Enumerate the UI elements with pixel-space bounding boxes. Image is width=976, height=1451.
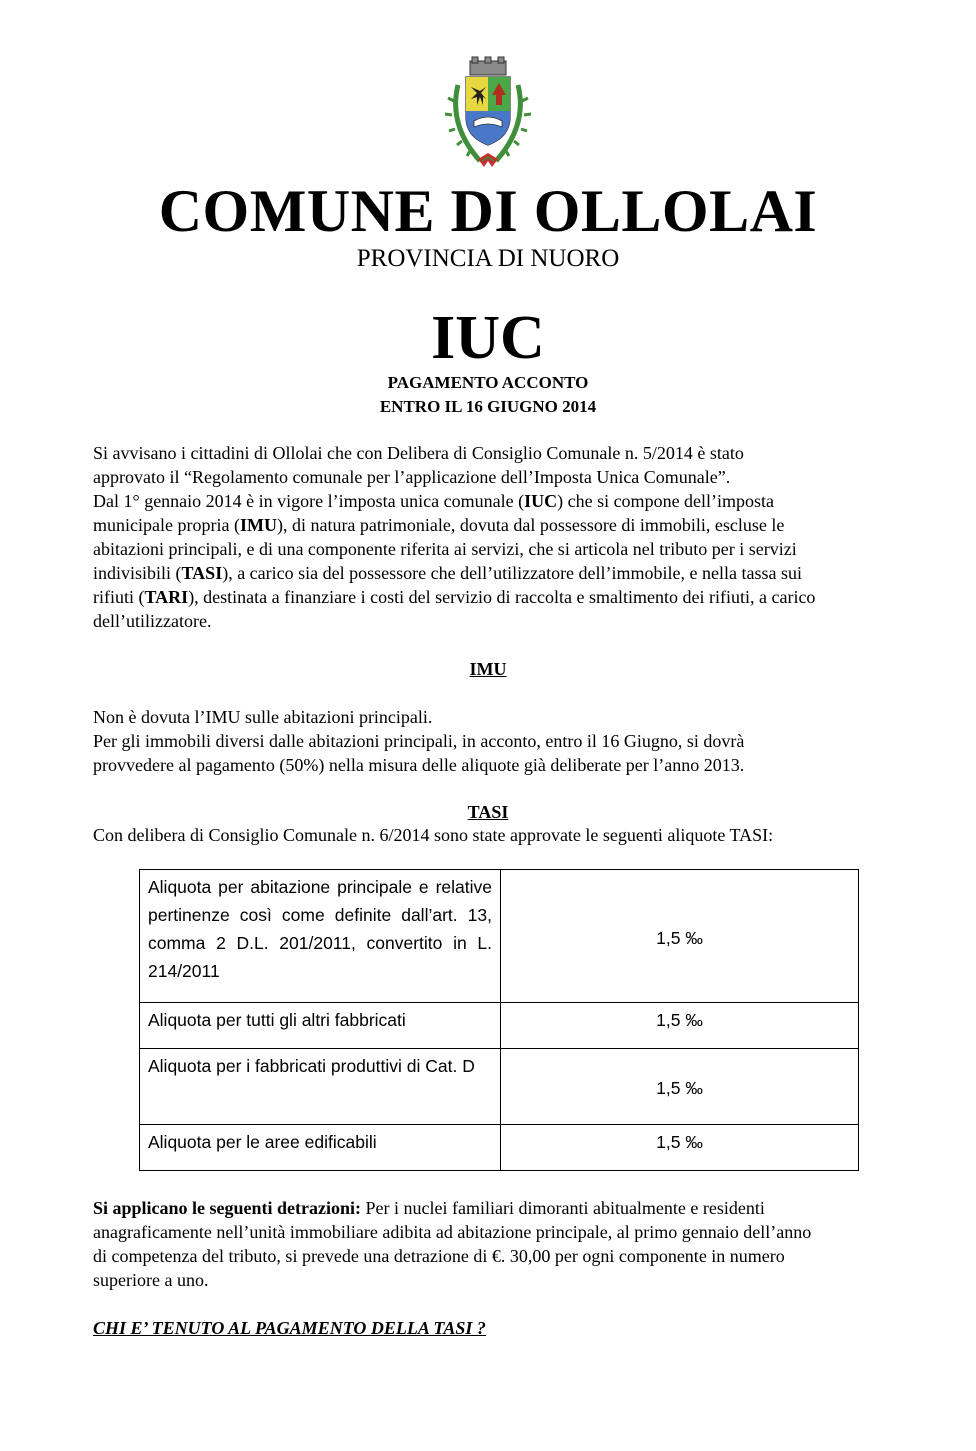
payment-heading-line1: PAGAMENTO ACCONTO: [387, 373, 589, 392]
text-line: rifiuti (TARI), destinata a finanziare i costi del servizio di raccolta e smaltimento dei rifiuti, a carico: [93, 587, 816, 607]
text-line: abitazioni principali, e di una componente riferita ai servizi, che si articola nel tributo per i servizi: [93, 539, 797, 559]
coat-of-arms-logo: [440, 55, 536, 173]
text-line: di competenza del tributo, si prevede una detrazione di €. 30,00 per ogni componente in numero: [93, 1246, 785, 1266]
text-line: Non è dovuta l’IMU sulle abitazioni principali.: [93, 707, 433, 727]
tax-name-heading: IUC: [431, 304, 545, 372]
tasi-intro: [93, 823, 884, 847]
text-line: Si avvisano i cittadini di Ollolai che con Delibera di Consiglio Comunale n. 5/2014 è stato: [93, 443, 744, 463]
text-line: indivisibili (TASI), a carico sia del possessore che dell’utilizzatore dell’immobile, e nella tassa sui: [93, 563, 802, 583]
rate-value: 1,5 ‰: [501, 870, 859, 1003]
text-line: dell’utilizzatore.: [93, 611, 212, 631]
tasi-heading: TASI: [467, 802, 509, 822]
text-line: Con delibera di Consiglio Comunale n. 6/2014 sono state approvate le seguenti aliquote TASI:: [93, 825, 774, 845]
rate-value: 1,5 ‰: [501, 1003, 859, 1049]
rate-value: 1,5 ‰: [501, 1049, 859, 1125]
text-line: superiore a uno.: [93, 1270, 209, 1290]
rate-label: Aliquota per i fabbricati produttivi di Cat. D: [140, 1049, 501, 1125]
rate-label: Aliquota per abitazione principale e relative pertinenze così come definite dall’art. 13, comma 2 D.L. 201/2011, convertito in L. 214/2011: [140, 870, 501, 1003]
imu-paragraph: [93, 705, 884, 777]
text-line: anagraficamente nell’unità immobiliare adibita ad abitazione principale, al primo gennaio dell’anno: [93, 1222, 812, 1242]
table-row: [140, 1003, 859, 1049]
question-heading: CHI E’ TENUTO AL PAGAMENTO DELLA TASI ?: [93, 1318, 486, 1338]
table-row: [140, 1049, 859, 1125]
payment-heading-line2: ENTRO IL 16 GIUGNO 2014: [379, 397, 597, 416]
rate-value: 1,5 ‰: [501, 1125, 859, 1171]
text-line: Per gli immobili diversi dalle abitazioni principali, in acconto, entro il 16 Giugno, si dovrà: [93, 731, 745, 751]
rate-label: Aliquota per tutti gli altri fabbricati: [140, 1003, 501, 1049]
text-line: Si applicano le seguenti detrazioni: Per i nuclei familiari dimoranti abitualmente e residenti: [93, 1198, 765, 1218]
tasi-rates-table: [139, 869, 859, 1171]
text-line: Dal 1° gennaio 2014 è in vigore l’imposta unica comunale (IUC) che si compone dell’imposta: [93, 491, 775, 511]
text-line: provvedere al pagamento (50%) nella misura delle aliquote già deliberate per l’anno 2013.: [93, 755, 745, 775]
rate-label: Aliquota per le aree edificabili: [140, 1125, 501, 1171]
intro-paragraph: [93, 441, 884, 633]
imu-heading: IMU: [469, 659, 507, 679]
text-line: approvato il “Regolamento comunale per l’applicazione dell’Imposta Unica Comunale”.: [93, 467, 731, 487]
table-row: [140, 1125, 859, 1171]
detrazioni-paragraph: [93, 1196, 884, 1292]
province-subtitle: PROVINCIA DI NUORO: [356, 245, 620, 272]
table-row: [140, 870, 859, 1003]
text-line: municipale propria (IMU), di natura patrimoniale, dovuta dal possessore di immobili, escluse le: [93, 515, 785, 535]
page-title: COMUNE DI OLLOLAI: [158, 178, 818, 244]
